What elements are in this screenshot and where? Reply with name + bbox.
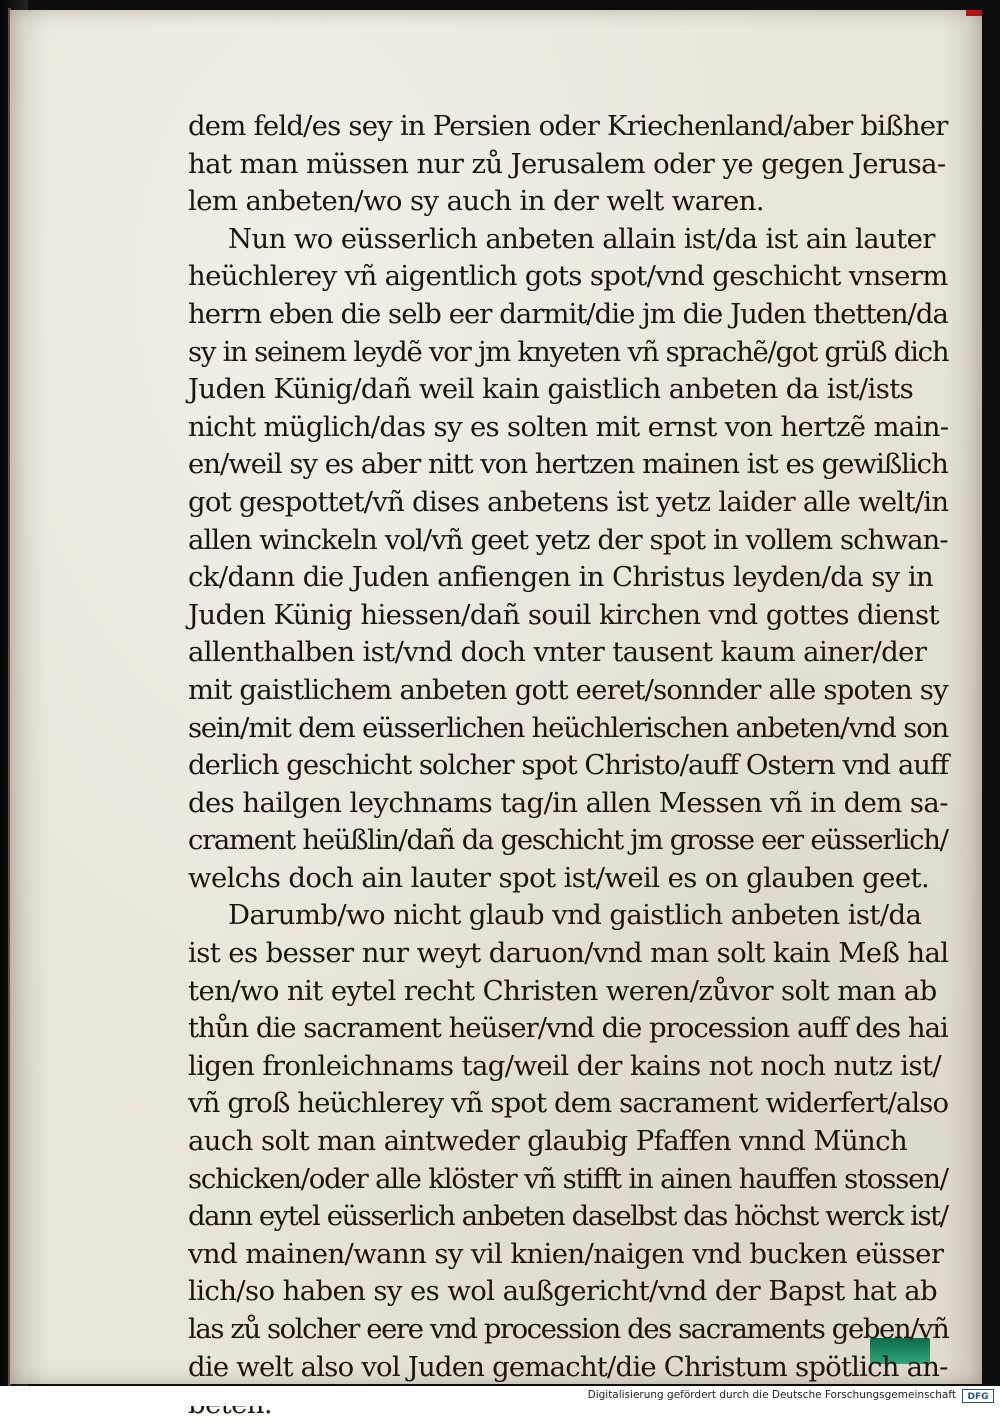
footer-bar	[0, 1386, 1000, 1406]
text-line: crament heüßlin/dañ da geschicht jm grosse eer eüsserlich/	[188, 824, 948, 857]
text-line: hat man müssen nur zů Jerusalem oder ye gegen Jerusa-	[188, 147, 946, 180]
text-line: ist es besser nur weyt daruon/vnd man solt kain Meß hal	[188, 937, 949, 970]
dfg-logo: DFG	[962, 1389, 994, 1403]
text-line: vnd mainen/wann sy vil knien/naigen vnd bucken eüsser	[188, 1237, 944, 1270]
text-line: lem anbeten/wo sy auch in der welt waren.	[188, 185, 764, 218]
text-line: ck/dann die Juden anfiengen in Christus leyden/da sy in	[188, 561, 934, 594]
text-line: en/weil sy es aber nitt von hertzen mainen ist es gewißlich	[188, 448, 948, 481]
text-line: allenthalben ist/vnd doch vnter tausent kaum ainer/der	[188, 636, 927, 669]
text-line: derlich geschicht solcher spot Christo/auff Ostern vnd auff	[188, 749, 949, 782]
text-line: sein/mit dem eüsserlichen heüchlerischen anbeten/vnd son	[188, 711, 949, 744]
text-line: Darumb/wo nicht glaub vnd gaistlich anbeten ist/da	[228, 899, 922, 932]
text-line: vñ groß heüchlerey vñ spot dem sacrament widerfert/also	[188, 1087, 949, 1120]
red-color-marker	[966, 10, 982, 16]
text-line: mit gaistlichem anbeten gott eeret/sonnder alle spoten sy	[188, 673, 948, 706]
page-text-body	[188, 108, 948, 1424]
text-line: Juden Künig/dañ weil kain gaistlich anbeten da ist/ists	[188, 373, 914, 406]
text-line: allen winckeln vol/vñ geet yetz der spot in vollem schwan-	[188, 523, 948, 556]
text-line: lich/so haben sy es wol außgericht/vnd der Bapst hat ab	[188, 1275, 938, 1308]
text-line: Juden Künig hiessen/dañ souil kirchen vnd gottes dienst	[188, 598, 939, 631]
text-line: die welt also vol Juden gemacht/die Christum spötlich an-	[188, 1350, 948, 1383]
text-line: got gespottet/vñ dises anbetens ist yetz laider alle welt/in	[188, 485, 949, 518]
text-line: Nun wo eüsserlich anbeten allain ist/da ist ain lauter	[228, 222, 935, 255]
funding-credit: Digitalisierung gefördert durch die Deutsche Forschungsgemeinschaft	[587, 1389, 956, 1401]
text-line: dann eytel eüsserlich anbeten daselbst das höchst werck ist/	[188, 1200, 948, 1233]
text-line: ten/wo nit eytel recht Christen weren/zůvor solt man ab	[188, 974, 937, 1007]
text-line: auch solt man aintweder glaubig Pfaffen vnnd Münch	[188, 1125, 908, 1158]
text-line: dem feld/es sey in Persien oder Kriechenland/aber bißher	[188, 110, 948, 142]
text-line: las zů solcher eere vnd procession des sacraments geben/vñ	[188, 1313, 949, 1345]
text-line: ligen fronleichnams tag/weil der kains not noch nutz ist/	[188, 1049, 942, 1082]
text-line: heüchlerey vñ aigentlich gots spot/vnd geschicht vnserm	[188, 260, 948, 293]
text-line: welchs doch ain lauter spot ist/weil es on glauben geet.	[188, 861, 930, 894]
text-line: thůn die sacrament heüser/vnd die procession auff des hai	[188, 1012, 948, 1045]
text-line: sy in seinem leydẽ vor jm knyeten vñ sprachẽ/got grüß dich	[188, 335, 949, 368]
text-line: des hailgen leychnams tag/in allen Messen vñ in dem sa-	[188, 786, 948, 819]
text-line: schicken/oder alle klöster vñ stifft in ainen hauffen stossen/	[188, 1162, 948, 1195]
text-line: herrn eben die selb eer darmit/die jm die Juden thetten/da	[188, 297, 948, 330]
text-line: nicht müglich/das sy es solten mit ernst von hertzẽ main-	[188, 410, 949, 443]
